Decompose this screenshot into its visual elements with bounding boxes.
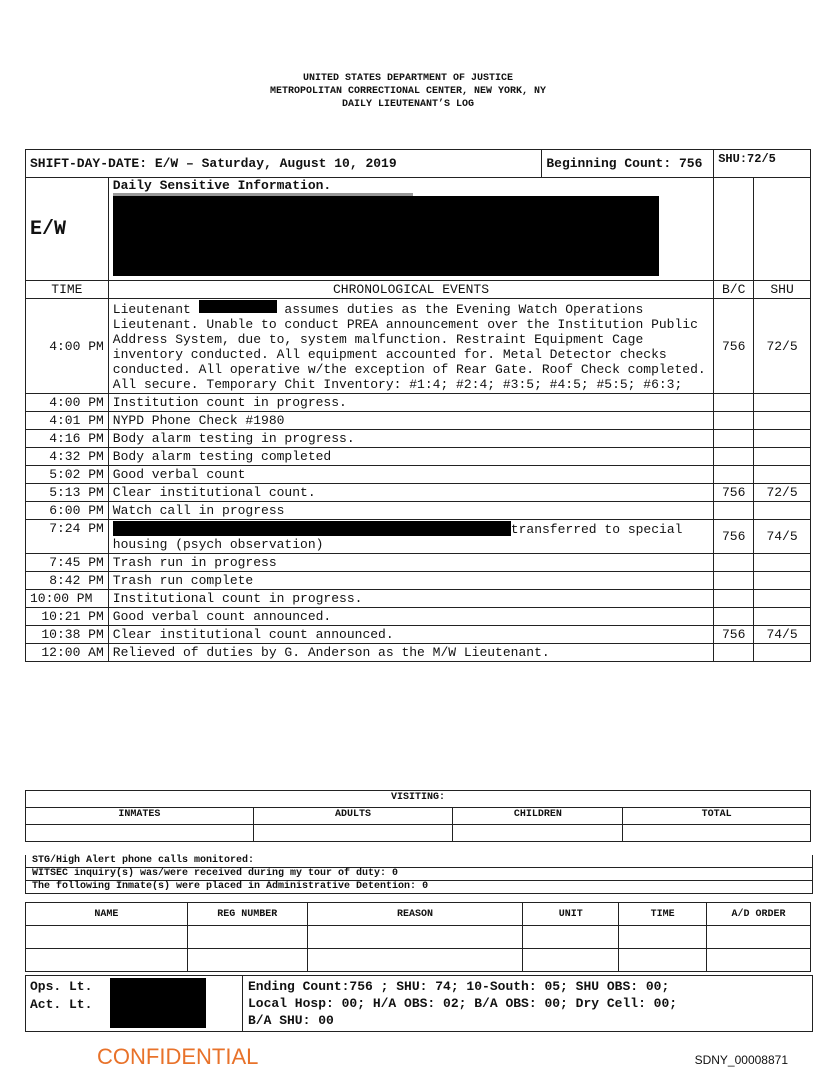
log-entry (26, 448, 811, 466)
ad-note: The following Inmate(s) were placed in Administrative Detention: 0 (26, 881, 812, 894)
entry-shu (754, 394, 811, 412)
header-facility: METROPOLITAN CORRECTIONAL CENTER, NEW YORK, NY (269, 86, 547, 97)
bates-number: SDNY_00008871 (694, 1053, 788, 1067)
entry-shu (754, 554, 811, 572)
summary-row (26, 150, 811, 178)
entry-bc (714, 412, 754, 430)
entry-time: 5:02 PM (26, 466, 109, 484)
entry-event: Good verbal count announced. (108, 608, 713, 626)
entry-event: Good verbal count (108, 466, 713, 484)
log-entry (26, 299, 811, 394)
shu-count: SHU:72/5 (714, 150, 811, 178)
entry-event: Watch call in progress (108, 502, 713, 520)
entry-bc (714, 644, 754, 662)
entry-event: Relieved of duties by G. Anderson as the M/W Lieutenant. (108, 644, 713, 662)
ending-count-line1: Ending Count:756 ; SHU: 74; 10-South: 05; SHU OBS: 00; (248, 979, 670, 994)
ending-count-line3: B/A SHU: 00 (248, 1013, 334, 1028)
entry-event: Body alarm testing completed (108, 448, 713, 466)
entry-event: Lieutenant assumes duties as the Evening Watch Operations Lieutenant. Unable to conduct PREA announcement over the Institution Public Address System, due to, system malfunction. Restraint Equipment Cage inventory conducted. All equipment accounted for. Metal Detector checks conducted. All operative w/the exception of Rear Gate. Roof Check completed. All secure. Temporary Chit Inventory: #1:4; #2:4; #3:5; #4:5; #5:5; #6:3; (108, 299, 713, 394)
entry-event: Trash run in progress (108, 554, 713, 572)
entry-time: 8:42 PM (26, 572, 109, 590)
visiting-children: CHILDREN (453, 808, 623, 825)
entry-bc (714, 448, 754, 466)
entry-event: Institution count in progress. (108, 394, 713, 412)
log-table (25, 149, 811, 662)
log-entry (26, 590, 811, 608)
entry-shu (754, 608, 811, 626)
entry-event: Clear institutional count announced. (108, 626, 713, 644)
visiting-title: VISITING: (26, 791, 811, 808)
entry-bc: 756 (714, 484, 754, 502)
entry-shu (754, 502, 811, 520)
ending-count (248, 978, 808, 1029)
entry-time: 4:32 PM (26, 448, 109, 466)
log-entry (26, 520, 811, 554)
entry-time: 6:00 PM (26, 502, 109, 520)
visiting-total: TOTAL (623, 808, 811, 825)
footer-divider (242, 976, 243, 1031)
ad-col-reg: REG NUMBER (187, 903, 307, 926)
log-entry (26, 626, 811, 644)
column-header-row (26, 281, 811, 299)
sensitive-info (108, 178, 713, 281)
entry-event: Body alarm testing in progress. (108, 430, 713, 448)
visiting-inmates: INMATES (26, 808, 254, 825)
redaction-block (113, 521, 511, 536)
ops-lt-label: Ops. Lt. (30, 979, 93, 994)
beginning-count: Beginning Count: 756 (542, 150, 714, 178)
visiting-adults: ADULTS (253, 808, 453, 825)
entry-time: 12:00 AM (26, 644, 109, 662)
col-events: CHRONOLOGICAL EVENTS (108, 281, 713, 299)
header-agency: UNITED STATES DEPARTMENT OF JUSTICE (302, 73, 514, 84)
entry-shu: 74/5 (754, 520, 811, 554)
entry-time: 7:45 PM (26, 554, 109, 572)
entry-bc (714, 394, 754, 412)
act-lt-label: Act. Lt. (30, 997, 93, 1012)
witsec-note: WITSEC inquiry(s) was/were received during my tour of duty: 0 (26, 868, 812, 881)
entry-time: 4:16 PM (26, 430, 109, 448)
entry-shu: 72/5 (754, 299, 811, 394)
entry-shu (754, 644, 811, 662)
log-entry (26, 572, 811, 590)
entry-shu: 72/5 (754, 484, 811, 502)
entry-bc (714, 466, 754, 484)
redaction-block (199, 300, 277, 313)
entry-time: 7:24 PM (26, 520, 109, 554)
ad-col-order: A/D ORDER (707, 903, 811, 926)
entry-shu (754, 466, 811, 484)
entry-shu (754, 430, 811, 448)
log-entry (26, 644, 811, 662)
entry-bc (714, 590, 754, 608)
log-entry (26, 394, 811, 412)
sensitive-row (26, 178, 811, 281)
entry-shu (754, 412, 811, 430)
entry-time: 10:38 PM (26, 626, 109, 644)
entry-time: 4:00 PM (26, 299, 109, 394)
entry-bc (714, 608, 754, 626)
redaction-block (110, 978, 206, 1028)
log-entry (26, 466, 811, 484)
sensitive-shift: E/W (26, 178, 109, 281)
header-title: DAILY LIEUTENANT’S LOG (341, 99, 475, 110)
shift-day-date: SHIFT-DAY-DATE: E/W – Saturday, August 10, 2019 (26, 150, 542, 178)
entry-bc (714, 430, 754, 448)
log-entry (26, 554, 811, 572)
entry-time: 4:01 PM (26, 412, 109, 430)
entry-bc (714, 572, 754, 590)
col-time: TIME (26, 281, 109, 299)
entry-time: 10:00 PM (26, 590, 109, 608)
ending-count-section (25, 975, 813, 1032)
document-header (0, 72, 816, 111)
log-entry (26, 502, 811, 520)
entry-shu (754, 572, 811, 590)
ad-col-unit: UNIT (523, 903, 619, 926)
redaction-block (113, 196, 659, 276)
ad-col-name: NAME (26, 903, 188, 926)
entry-bc (714, 502, 754, 520)
confidential-stamp: CONFIDENTIAL (97, 1044, 259, 1069)
log-entry (26, 430, 811, 448)
ad-col-time: TIME (619, 903, 707, 926)
notes-section (25, 855, 813, 894)
log-entry (26, 608, 811, 626)
ad-table (25, 902, 811, 972)
entry-bc: 756 (714, 520, 754, 554)
entry-time: 10:21 PM (26, 608, 109, 626)
entry-event: Clear institutional count. (108, 484, 713, 502)
entry-shu: 74/5 (754, 626, 811, 644)
visiting-table (25, 790, 811, 842)
entry-bc: 756 (714, 626, 754, 644)
entry-bc (714, 554, 754, 572)
entry-shu (754, 590, 811, 608)
entry-time: 4:00 PM (26, 394, 109, 412)
ending-count-line2: Local Hosp: 00; H/A OBS: 02; B/A OBS: 00; Dry Cell: 00; (248, 996, 678, 1011)
entry-event: Trash run complete (108, 572, 713, 590)
ad-col-reason: REASON (307, 903, 523, 926)
stg-note: STG/High Alert phone calls monitored: (26, 855, 812, 868)
sensitive-title: Daily Sensitive Information. (112, 178, 332, 193)
entry-event: Institutional count in progress. (108, 590, 713, 608)
col-shu: SHU (754, 281, 811, 299)
log-entry (26, 412, 811, 430)
col-bc: B/C (714, 281, 754, 299)
entry-time: 5:13 PM (26, 484, 109, 502)
entry-event: transferred to special housing (psych observation) (108, 520, 713, 554)
log-entry (26, 484, 811, 502)
entry-shu (754, 448, 811, 466)
entry-bc: 756 (714, 299, 754, 394)
entry-event: NYPD Phone Check #1980 (108, 412, 713, 430)
